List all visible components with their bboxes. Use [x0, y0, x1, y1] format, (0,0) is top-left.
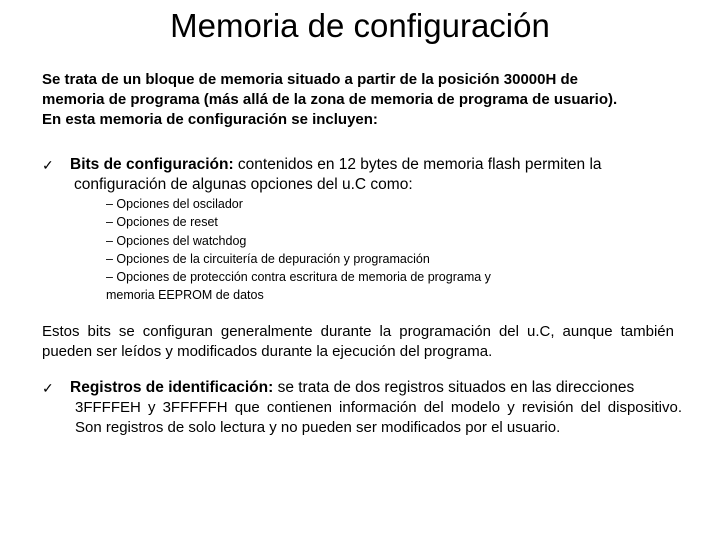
body-paragraph: [42, 322, 674, 362]
list-item: – Opciones de reset: [106, 215, 218, 230]
bullet-text: contenidos en 12 bytes de memoria flash permiten la: [233, 156, 602, 173]
intro-line: Se trata de un bloque de memoria situado a partir de la posición 30000H de: [42, 71, 578, 88]
bullet-text: se trata de dos registros situados en las direcciones: [273, 379, 635, 396]
intro-line: En esta memoria de configuración se incluyen:: [42, 111, 378, 128]
list-item: – Opciones de protección contra escritura de memoria de programa y: [106, 270, 491, 285]
paragraph-line: pueden ser leídos y modificados durante la ejecución del programa.: [42, 343, 493, 360]
checkmark-icon: ✓: [42, 380, 54, 396]
options-list: [106, 195, 566, 305]
list-item: – Opciones de la circuitería de depuración y programación: [106, 251, 430, 266]
list-item: memoria EEPROM de datos: [106, 288, 264, 303]
bullet-heading: Bits de configuración:: [70, 156, 234, 173]
list-item: – Opciones del oscilador: [106, 197, 243, 211]
bullet-text: configuración de algunas opciones del u.C como:: [74, 176, 413, 193]
paragraph-line: Estos bits se configuran generalmente durante la programación del u.C, aunque también: [42, 323, 674, 340]
intro-line: memoria de programa (más allá de la zona de memoria de programa de usuario).: [42, 91, 618, 108]
bullet-text: 3FFFFEH y 3FFFFFH que contienen información del modelo y revisión del dispositivo.: [75, 399, 682, 416]
bullet-configuration-bits: [42, 155, 682, 195]
bullet-heading: Registros de identificación:: [70, 379, 274, 396]
intro-paragraph: [42, 70, 692, 130]
checkmark-icon: ✓: [42, 157, 54, 173]
bullet-identification-registers: [42, 378, 682, 438]
list-item: – Opciones del watchdog: [106, 233, 247, 248]
page-title: Memoria de configuración: [170, 7, 550, 44]
bullet-text: Son registros de solo lectura y no pueden ser modificados por el usuario.: [75, 419, 561, 436]
